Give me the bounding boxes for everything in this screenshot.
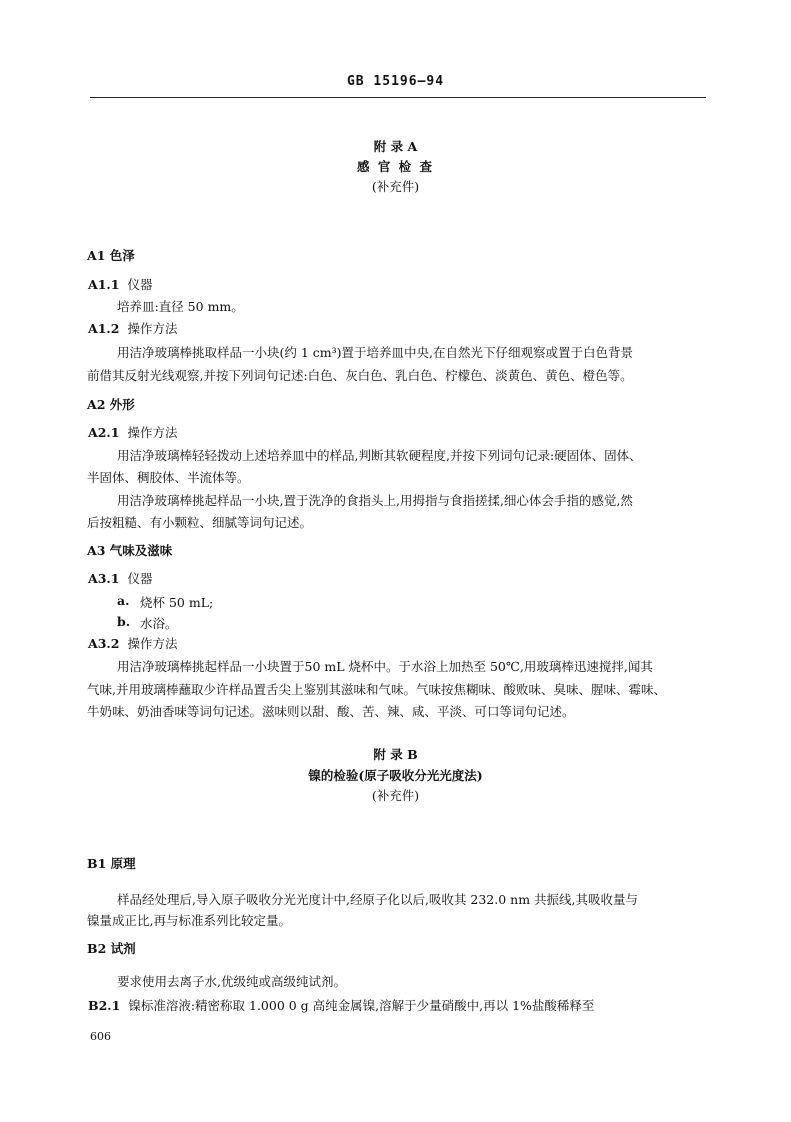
section-a2-1-heading [88,425,177,441]
section-number: A3.1 [88,571,120,586]
paragraph-line: 样品经处理后,导入原子吸收分光光度计中,经原子化以后,吸收其 232.0 nm 共振线,其吸收量与 [117,892,639,907]
section-a3-2-heading [88,636,177,652]
paragraph-line: 牛奶味、奶油香味等词句记述。滋味则以甜、酸、苦、辣、咸、平淡、可口等词句记述。 [87,704,575,719]
appendix-b-note: (补充件) [371,788,420,803]
section-number: A1.2 [88,321,120,336]
paragraph-line: 用洁净玻璃棒轻轻拨动上述培养皿中的样品,判断其软硬程度,并按下列词句记录:硬固体、固体、 [117,448,642,463]
appendix-b-title: 镍的检验(原子吸收分光光度法) [308,768,483,783]
paragraph-line: 要求使用去离子水,优级纯或高级纯试剂。 [117,974,346,989]
appendix-a-label: 附 录 A [373,139,418,154]
paragraph-line: 后按粗糙、有小颗粒、细腻等词句记述。 [87,515,313,530]
paragraph-line: 前借其反射光线观察,并按下列词句记述:白色、灰白色、乳白色、柠檬色、淡黄色、黄色、橙色等。 [87,368,633,383]
section-title: 仪器 [127,571,153,586]
paragraph-line: 气味,并用玻璃棒蘸取少许样品置舌尖上鉴别其滋味和气味。气味按焦糊味、酸败味、臭味、腥味、霉味、 [87,682,666,697]
section-number: A1.1 [88,277,120,292]
paragraph-line: 镍标准溶液:精密称取 1.000 0 g 高纯金属镍,溶解于少量硝酸中,再以 1%盐酸稀释至 [128,998,595,1013]
section-number: B2.1 [88,998,121,1013]
page-number: 606 [90,1030,111,1043]
section-b1-heading: B1 原理 [87,856,136,871]
paragraph-line: 镍量成正比,再与标准系列比较定量。 [87,913,291,928]
header-rule [90,97,706,98]
appendix-a-title: 感 官 检 查 [356,159,435,174]
appendix-b-label: 附 录 B [373,747,418,762]
appendix-a-note: (补充件) [371,179,420,194]
section-b2-1 [88,998,594,1014]
paragraph-line: 用洁净玻璃棒挑取样品一小块(约 1 cm³)置于培养皿中央,在自然光下仔细观察或置于白色背景 [117,345,633,360]
section-number: A2.1 [88,425,120,440]
standard-number: GB 15196—94 [346,74,445,89]
paragraph-line: 半固体、稠胶体、半流体等。 [87,470,250,485]
list-item-text: 水浴。 [140,616,178,631]
list-item-mark: a. [117,593,130,608]
section-title: 操作方法 [127,321,178,336]
section-a1-heading: A1 色泽 [87,248,135,263]
section-title: 仪器 [127,277,153,292]
list-item-text: 烧杯 50 mL; [140,595,214,610]
section-number: A3.2 [88,636,120,651]
section-b2-heading: B2 试剂 [87,941,136,956]
section-a1-1-heading [88,277,152,293]
list-item-mark: b. [117,614,131,629]
section-a2-heading: A2 外形 [87,397,135,412]
section-title: 操作方法 [127,425,178,440]
paragraph-line: 培养皿:直径 50 mm。 [117,299,244,314]
section-a3-heading: A3 气味及滋味 [87,543,173,558]
section-a3-1-heading [88,571,152,587]
paragraph-line: 用洁净玻璃棒挑起样品一小块,置于洗净的食指头上,用拇指与食指搓揉,细心体会手指的感觉,然 [117,493,633,508]
paragraph-line: 用洁净玻璃棒挑起样品一小块置于50 mL 烧杯中。于水浴上加热至 50℃,用玻璃棒迅速搅拌,闻其 [117,659,653,674]
section-title: 操作方法 [127,636,178,651]
section-a1-2-heading [88,321,177,337]
